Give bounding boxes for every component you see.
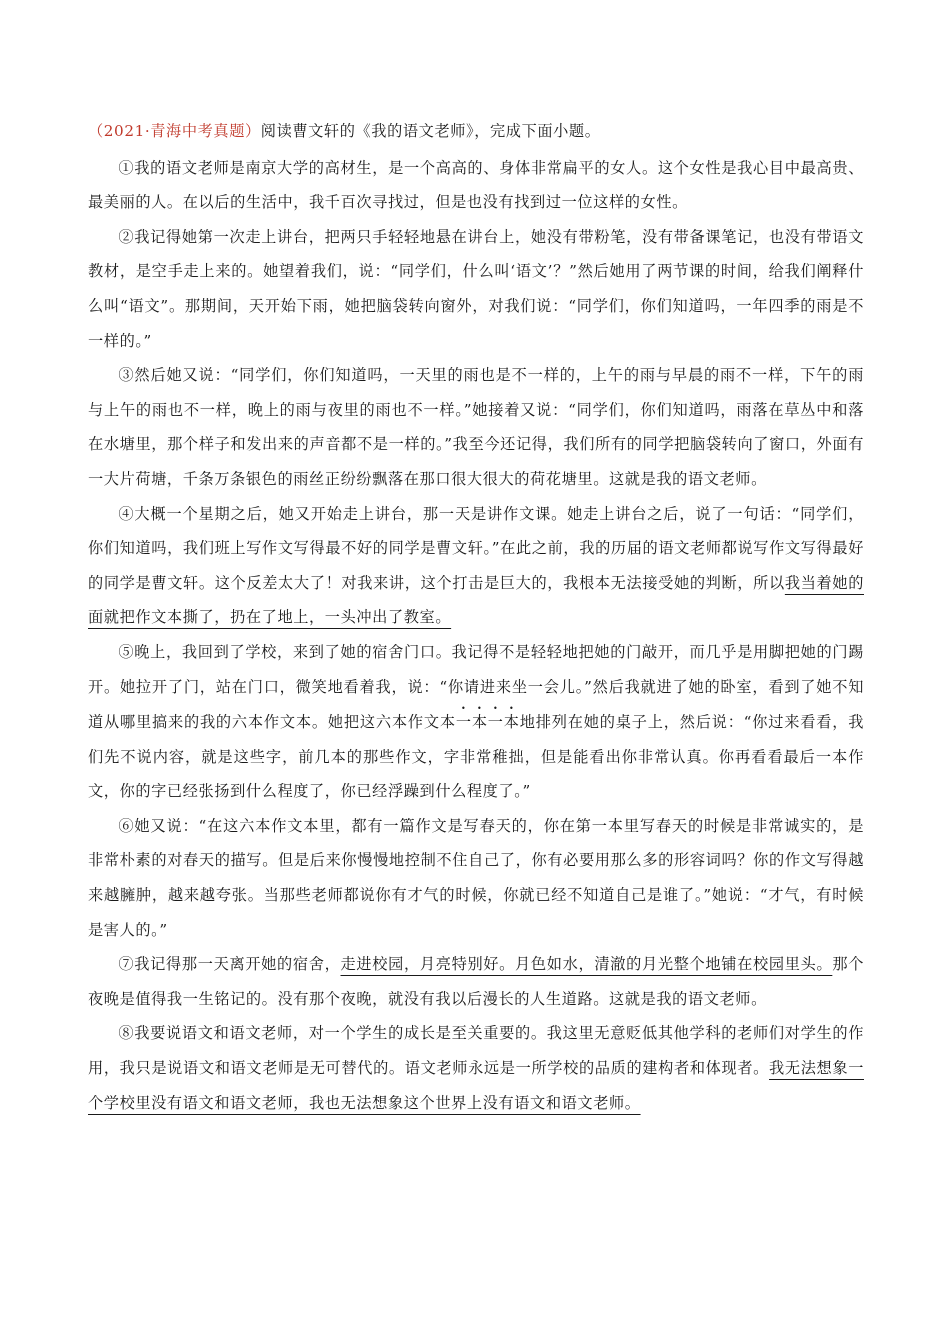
paragraph-4-text: ④大概一个星期之后，她又开始走上讲台，那一天是讲作文课。她走上讲台之后，说了一句话：“同学们，你们知道吗，我们班上写作文写得最不好的同学是曹文轩。”在此之前，我的历届的语文老师都说写作文写得最好的同学是曹文轩。这个反差太大了！对我来讲，这个打击是巨大的，我根本无法接受她的判断，所以 (88, 504, 864, 592)
paragraph-8 (88, 1016, 864, 1120)
paragraph-5-text-b: 地排列在她的桌子上，然后说：“你过来看看，我们先不说内容，就是这些字，前几本的那些作文，字非常稚拙，但是能看出你非常认真。你再看看最后一本作文，你的字已经张扬到什么程度了，你已经浮躁到什么程度了。” (88, 713, 864, 801)
paragraph-6: ⑥她又说：“在这六本作文本里，都有一篇作文是写春天的，你在第一本里写春天的时候是非常诚实的，是非常朴素的对春天的描写。但是后来你慢慢地控制不住自己了，你有必要用那么多的形容词吗？你的作文写得越来越臃肿，越来越夸张。当那些老师都说你有才气的时候，你就已经不知道自己是谁了。”她说：“才气，有时候是害人的。” (88, 816, 864, 939)
paragraph-4 (88, 497, 864, 635)
paragraph-1: ①我的语文老师是南京大学的高材生，是一个高高的、身体非常扁平的女人。这个女性是我心目中最高贵、最美丽的人。在以后的生活中，我千百次寻找过，但是也没有找到过一位这样的女性。 (88, 158, 864, 212)
emphasis-dotted-phrase: 一本一本 (455, 713, 520, 732)
underlined-sentence-4: 我当着她的面就把作文本撕了，扔在了地上，一头冲出了教室。 (88, 573, 864, 627)
underlined-sentence-8: 我无法想象一个学校里没有语文和语文老师，我也无法想象这个世界上没有语文和语文老师。 (88, 1059, 864, 1112)
source-tag: （2021·青海中考真题） (88, 122, 261, 140)
paragraph-5-text-a: ⑤晚上，我回到了学校，来到了她的宿舍门口。我记得不是轻轻地把她的门敲开，而几乎是用脚把她的门踢开。她拉开了门，站在门口，微笑地看着我，说：“你请进来坐一会儿。”然后我就进了她的卧室，看到了她不知道从哪里搞来的我的六本作文本。她把这六本作文本 (88, 642, 864, 732)
question-intro (88, 114, 864, 149)
underlined-sentence-7: 走进校园，月亮特别好。月色如水，清澈的月光整个地铺在校园里头。 (340, 955, 833, 974)
paragraph-3: ③然后她又说：“同学们，你们知道吗，一天里的雨也是不一样的，上午的雨与早晨的雨不一样，下午的雨与上午的雨也不一样，晚上的雨与夜里的雨也不一样。”她接着又说：“同学们，你们知道吗，雨落在草丛中和落在水塘里，那个样子和发出来的声音都不是一样的。”我至今还记得，我们所有的同学把脑袋转向了窗口，外面有一大片荷塘，千条万条银色的雨丝正纷纷飘落在那口很大很大的荷花塘里。这就是我的语文老师。 (88, 366, 864, 488)
paragraph-5 (88, 635, 864, 809)
instruction-text: 阅读曹文轩的《我的语文老师》，完成下面小题。 (260, 122, 601, 140)
paragraph-7-text-a: ⑦我记得那一天离开她的宿舍， (118, 955, 341, 974)
paragraph-7 (88, 947, 864, 1016)
article (88, 114, 864, 1120)
paragraph-8-text: ⑧我要说语文和语文老师，对一个学生的成长是至关重要的。我这里无意贬低其他学科的老师们对学生的作用，我只是说语文和语文老师是无可替代的。语文老师永远是一所学校的品质的建构者和体现者。 (88, 1024, 864, 1078)
paragraph-7-text-b: 那个夜晚是值得我一生铭记的。没有那个夜晚，就没有我以后漫长的人生道路。这就是我的语文老师。 (88, 955, 864, 1008)
paragraph-2: ②我记得她第一次走上讲台，把两只手轻轻地悬在讲台上，她没有带粉笔，没有带备课笔记，也没有带语文教材，是空手走上来的。她望着我们，说：“同学们，什么叫‘语文’？”然后她用了两节课的时间，给我们阐释什么叫“语文”。那期间，天开始下雨，她把脑袋转向窗外，对我们说：“同学们，你们知道吗，一年四季的雨是不一样的。” (88, 227, 864, 350)
